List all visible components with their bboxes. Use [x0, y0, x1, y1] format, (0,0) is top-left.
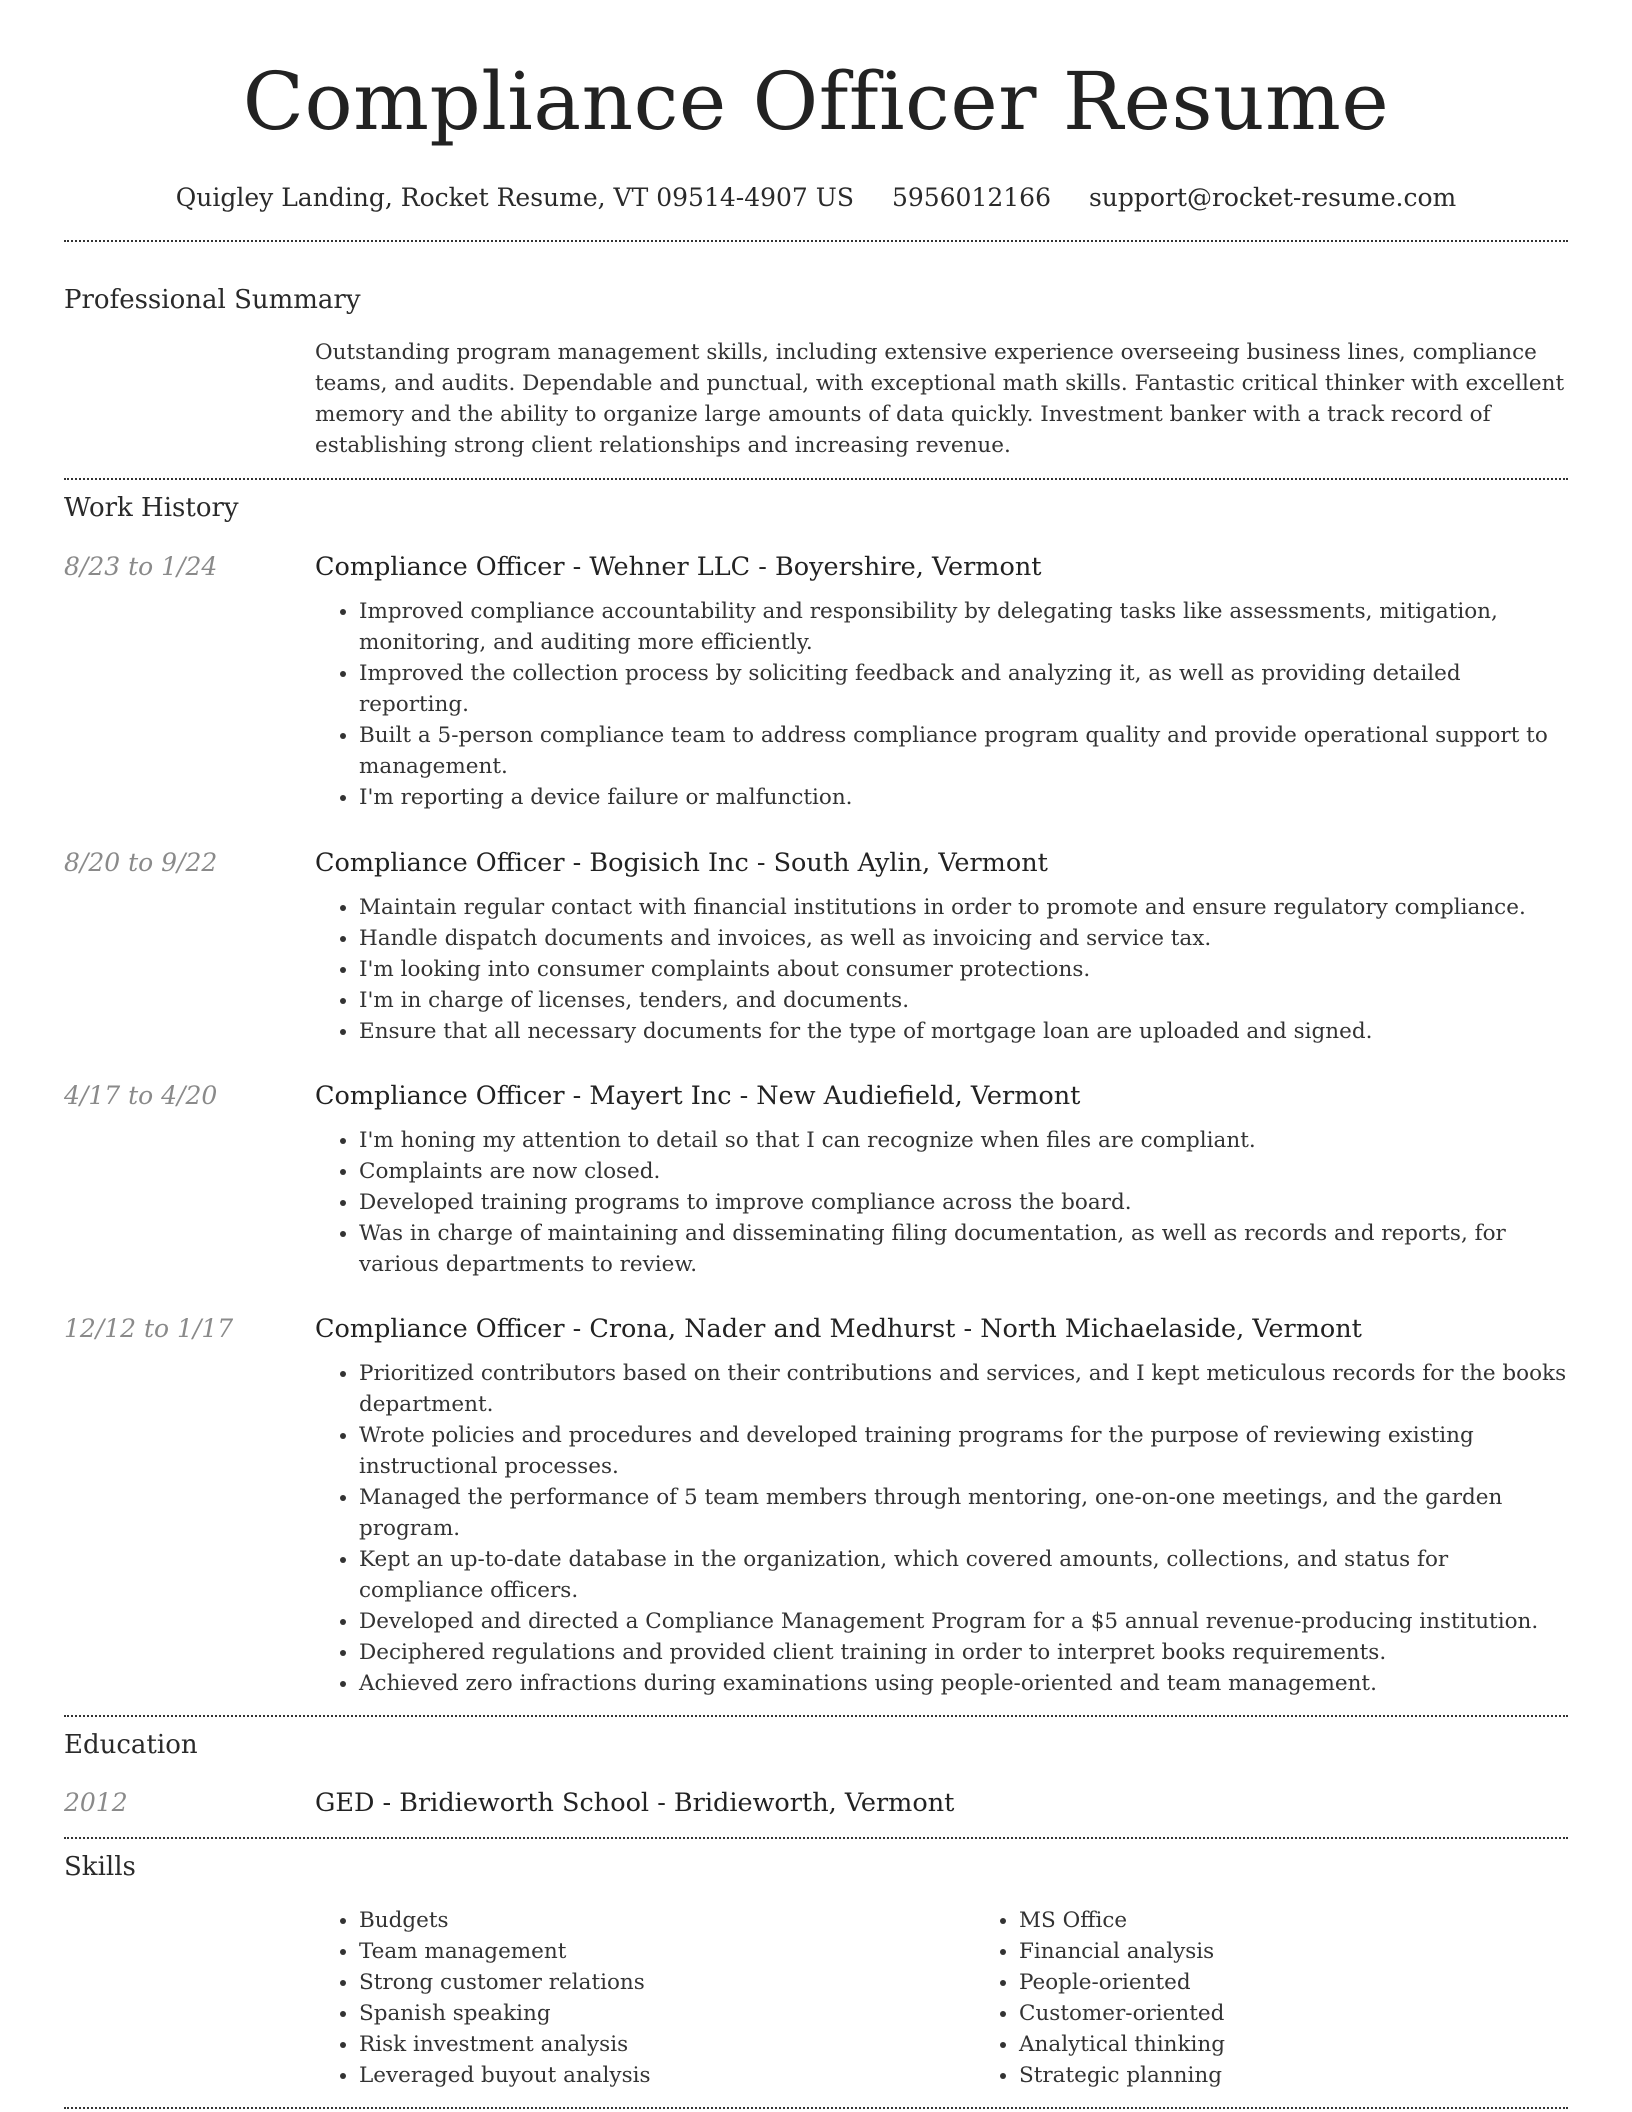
skill-item: • Spanish speaking [359, 1998, 975, 2029]
skill-item: • Leveraged buyout analysis [359, 2060, 975, 2091]
list-item: • Deciphered regulations and provided client training in order to interpret books requirements. [359, 1637, 1568, 1668]
list-item: • Maintain regular contact with financial institutions in order to promote and ensure regulatory compliance. [359, 892, 1568, 923]
list-item: • Developed training programs to improve compliance across the board. [359, 1187, 1568, 1218]
skills-grid [315, 1905, 1632, 2091]
divider [64, 1837, 1568, 1839]
education-year: 2012 [64, 1788, 128, 1817]
skills-column-right [975, 1905, 1632, 2091]
email: support@rocket-resume.com [1088, 183, 1457, 212]
job-dates: 8/20 to 9/22 [64, 848, 218, 877]
skill-item: • People-oriented [1019, 1967, 1632, 1998]
education-entry [64, 1785, 1568, 1821]
skill-item: • Team management [359, 1936, 975, 1967]
job-title: Compliance Officer - Bogisich Inc - South Aylin, Vermont [315, 848, 1048, 878]
list-item: • Was in charge of maintaining and disseminating filing documentation, as well as records and reports, for various departments to review. [359, 1218, 1568, 1280]
job-dates: 8/23 to 1/24 [64, 552, 218, 581]
skill-item: • MS Office [1019, 1905, 1632, 1936]
list-item: • Managed the performance of 5 team members through mentoring, one-on-one meetings, and the garden program. [359, 1482, 1568, 1544]
work-heading: Work History [64, 493, 239, 523]
list-item: • Improved the collection process by soliciting feedback and analyzing it, as well as providing detailed reporting. [359, 658, 1568, 720]
skill-item: • Strong customer relations [359, 1967, 975, 1998]
list-item: • I'm in charge of licenses, tenders, and documents. [359, 985, 1568, 1016]
skill-item: • Risk investment analysis [359, 2029, 975, 2060]
skill-item: • Budgets [359, 1905, 975, 1936]
contact-line [64, 180, 1568, 216]
address: Quigley Landing, Rocket Resume, VT 09514-4907 US [175, 183, 854, 212]
skill-item: • Strategic planning [1019, 2060, 1632, 2091]
education-title: GED - Bridieworth School - Bridieworth, Vermont [315, 1788, 955, 1818]
skill-item: • Financial analysis [1019, 1936, 1632, 1967]
divider [64, 478, 1568, 480]
list-item: • Handle dispatch documents and invoices, as well as invoicing and service tax. [359, 923, 1568, 954]
divider [64, 240, 1568, 242]
list-item: • Improved compliance accountability and responsibility by delegating tasks like assessments, mitigation, monitoring, and auditing more efficiently. [359, 596, 1568, 658]
job-title: Compliance Officer - Crona, Nader and Medhurst - North Michaelaside, Vermont [315, 1314, 1362, 1344]
job-entry [64, 549, 1568, 813]
list-item: • I'm honing my attention to detail so that I can recognize when files are compliant. [359, 1125, 1568, 1156]
list-item: • Wrote policies and procedures and developed training programs for the purpose of reviewing existing instructional processes. [359, 1420, 1568, 1482]
summary-heading: Professional Summary [64, 285, 361, 315]
summary-text: Outstanding program management skills, including extensive experience overseeing business lines, compliance teams, and audits. Dependable and punctual, with exceptional math skills. Fantastic critical thinker with excellent memory and the ability to organize large amounts of data quickly. Investment banker with a track record of establishing strong client relationships and increasing revenue. [315, 340, 1565, 458]
job-bullets [315, 892, 1568, 1047]
list-item: • Complaints are now closed. [359, 1156, 1568, 1187]
skill-item: • Customer-oriented [1019, 1998, 1632, 2029]
job-entry [64, 845, 1568, 1047]
job-bullets [315, 596, 1568, 813]
list-item: • I'm reporting a device failure or malfunction. [359, 782, 1568, 813]
job-title: Compliance Officer - Wehner LLC - Boyershire, Vermont [315, 552, 1042, 582]
phone: 5956012166 [891, 183, 1051, 212]
job-entry [64, 1311, 1568, 1699]
divider [64, 2107, 1568, 2109]
job-dates: 4/17 to 4/20 [64, 1081, 218, 1110]
list-item: • Kept an up-to-date database in the organization, which covered amounts, collections, and status for compliance officers. [359, 1544, 1568, 1606]
job-bullets [315, 1125, 1568, 1280]
list-item: • Built a 5-person compliance team to address compliance program quality and provide operational support to management. [359, 720, 1568, 782]
list-item: • Achieved zero infractions during examinations using people-oriented and team management. [359, 1668, 1568, 1699]
list-item: • Developed and directed a Compliance Management Program for a $5 annual revenue-producing institution. [359, 1606, 1568, 1637]
list-item: • I'm looking into consumer complaints about consumer protections. [359, 954, 1568, 985]
job-title: Compliance Officer - Mayert Inc - New Audiefield, Vermont [315, 1081, 1081, 1111]
divider [64, 1715, 1568, 1717]
page-title: Compliance Officer Resume [242, 55, 1390, 148]
skills-column-left [315, 1905, 975, 2091]
job-bullets [315, 1358, 1568, 1699]
job-entry [64, 1078, 1568, 1280]
list-item: • Prioritized contributors based on their contributions and services, and I kept meticulous records for the books department. [359, 1358, 1568, 1420]
education-heading: Education [64, 1730, 198, 1760]
job-dates: 12/12 to 1/17 [64, 1314, 234, 1343]
skill-item: • Analytical thinking [1019, 2029, 1632, 2060]
skills-heading: Skills [64, 1852, 136, 1882]
list-item: • Ensure that all necessary documents for the type of mortgage loan are uploaded and signed. [359, 1016, 1568, 1047]
resume-page [64, 0, 1568, 2109]
